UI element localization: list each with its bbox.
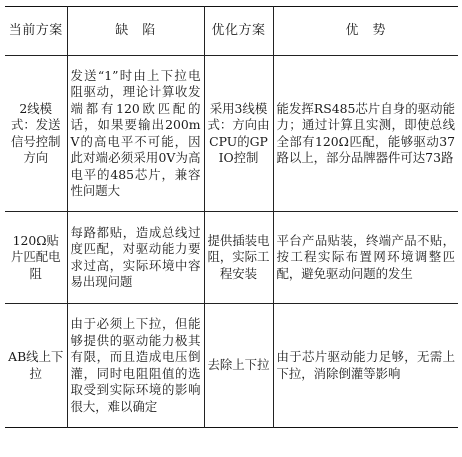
table-row: [5, 304, 458, 428]
header-optimized-scheme: 优化方案: [204, 7, 273, 56]
cell-current-scheme: 120Ω贴片匹配电阻: [5, 212, 67, 304]
header-current-scheme: 当前方案: [5, 7, 67, 56]
cell-defects: 每路都贴，造成总线过度匹配，对驱动能力要求过高，实际环境中容易出现问题: [67, 212, 204, 304]
cell-defects: 发送“1”时由上下拉电阻驱动，理论计算收发端都有120欧匹配的话，如果要输出200mV的高电平不可能，因此对端必须采用0V为高电平的485芯片，兼容性问题大: [67, 56, 204, 212]
cell-advantages: 由于芯片驱动能力足够，无需上下拉，消除倒灌等影响: [273, 304, 458, 428]
table-row: [5, 56, 458, 212]
cell-current-scheme: AB线上下拉: [5, 304, 67, 428]
header-advantages: 优 势: [273, 7, 458, 56]
cell-optimized-scheme: 提供插装电阻，实际工程安装: [204, 212, 273, 304]
table-header-row: [5, 7, 458, 56]
header-defects: 缺 陷: [67, 7, 204, 56]
cell-defects: 由于必须上下拉，但能够提供的驱动能力极其有限，而且造成电压倒灌，同时电阻阻值的选取受到实际环境的影响很大，难以确定: [67, 304, 204, 428]
cell-advantages: 能发挥RS485芯片自身的驱动能力；通过计算且实测，即使总线全部有120Ω匹配，能够驱动37路以上，部分品牌器件可达73路: [273, 56, 458, 212]
cell-current-scheme: 2线模式：发送信号控制方向: [5, 56, 67, 212]
cell-optimized-scheme: 采用3线模式：方向由CPU的GPIO控制: [204, 56, 273, 212]
table-row: [5, 212, 458, 304]
scheme-comparison-table: [5, 6, 458, 428]
cell-optimized-scheme: 去除上下拉: [204, 304, 273, 428]
cell-advantages: 平台产品贴装，终端产品不贴，按工程实际布置网环境调整匹配，避免驱动问题的发生: [273, 212, 458, 304]
